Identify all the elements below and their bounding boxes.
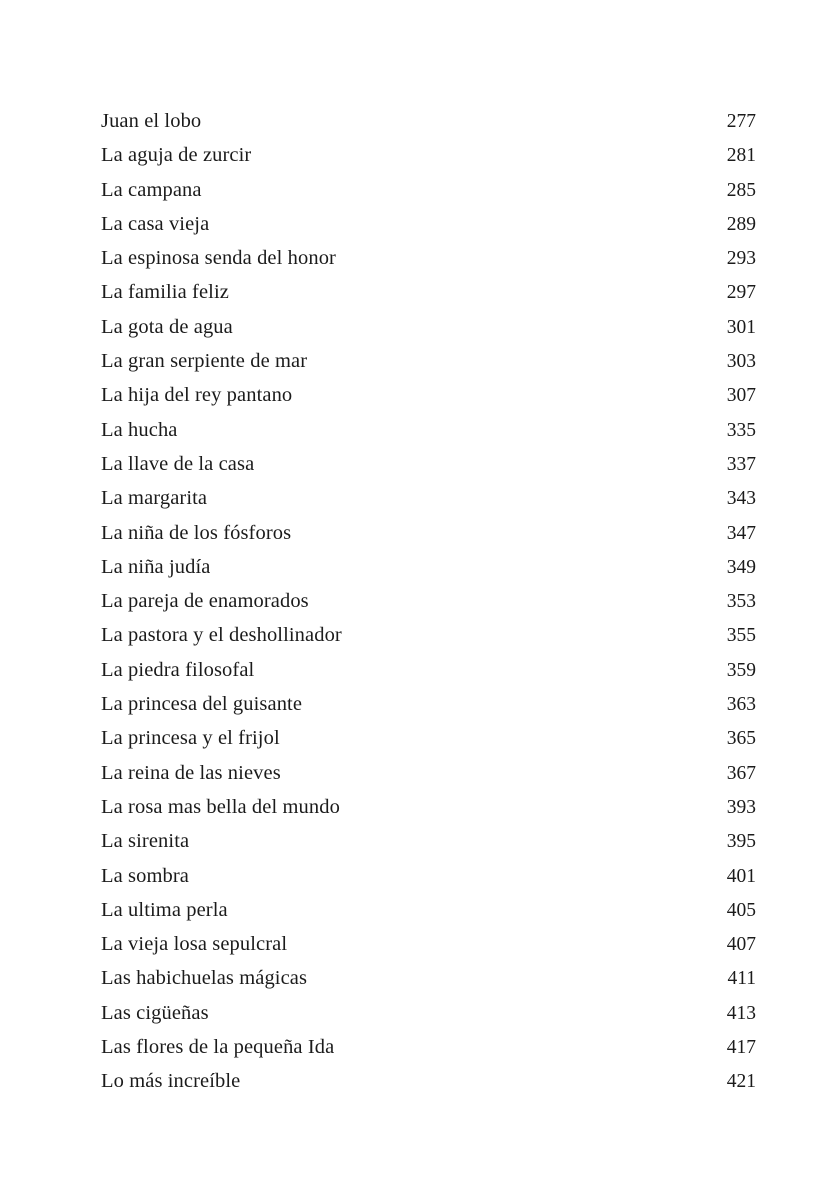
toc-entry-title: La gota de agua [101, 315, 233, 338]
toc-entry-page-number: 285 [726, 179, 756, 201]
toc-entry[interactable] [101, 550, 756, 584]
toc-entry-title: La niña judía [101, 555, 211, 578]
toc-entry-title: Lo más increíble [101, 1070, 241, 1093]
toc-entry[interactable] [101, 996, 756, 1030]
toc-entry-page-number: 395 [726, 831, 756, 853]
toc-entry-page-number: 353 [726, 591, 756, 613]
toc-entry-title: Las habichuelas mágicas [101, 967, 308, 990]
toc-entry-page-number: 355 [726, 625, 756, 647]
toc-entry-page-number: 405 [726, 899, 756, 921]
toc-entry[interactable] [101, 961, 756, 995]
toc-entry[interactable] [101, 824, 756, 858]
toc-entry-title: La espinosa senda del honor [101, 247, 336, 270]
toc-entry[interactable] [101, 893, 756, 927]
toc-entry-title: La llave de la casa [101, 452, 255, 475]
toc-entry[interactable] [101, 378, 756, 412]
toc-entry[interactable] [101, 653, 756, 687]
toc-entry[interactable] [101, 241, 756, 275]
toc-entry-page-number: 365 [726, 728, 756, 750]
toc-entry-page-number: 343 [726, 488, 756, 510]
toc-entry[interactable] [101, 173, 756, 207]
toc-entry-page-number: 401 [726, 865, 756, 887]
toc-entry-page-number: 337 [726, 453, 756, 475]
toc-entry-title: La niña de los fósforos [101, 521, 292, 544]
toc-entry-page-number: 363 [726, 694, 756, 716]
toc-entry-page-number: 349 [726, 556, 756, 578]
toc-entry-title: La campana [101, 178, 202, 201]
toc-entry-page-number: 393 [726, 796, 756, 818]
toc-entry-title: La princesa del guisante [101, 693, 303, 716]
toc-entry[interactable] [101, 584, 756, 618]
toc-entry-page-number: 417 [726, 1037, 756, 1059]
toc-entry-page-number: 407 [726, 934, 756, 956]
toc-entry[interactable] [101, 516, 756, 550]
toc-entry[interactable] [101, 859, 756, 893]
toc-entry-page-number: 301 [726, 316, 756, 338]
toc-entry[interactable] [101, 790, 756, 824]
toc-entry-title: La ultima perla [101, 898, 228, 921]
toc-entry-title: La reina de las nieves [101, 761, 281, 784]
toc-entry-page-number: 303 [726, 351, 756, 373]
toc-entry-title: La familia feliz [101, 281, 229, 304]
toc-entry-title: Las cigüeñas [101, 1001, 209, 1024]
toc-entry-page-number: 347 [726, 522, 756, 544]
table-of-contents-list [101, 104, 756, 1099]
toc-entry-title: Juan el lobo [101, 110, 202, 132]
toc-entry-title: La casa vieja [101, 212, 210, 235]
toc-entry-title: La vieja losa sepulcral [101, 933, 288, 956]
toc-entry-title: La pastora y el deshollinador [101, 624, 342, 647]
toc-entry[interactable] [101, 275, 756, 309]
toc-entry[interactable] [101, 1030, 756, 1064]
toc-entry-page-number: 307 [726, 385, 756, 407]
toc-entry-title: La hija del rey pantano [101, 384, 293, 407]
toc-entry[interactable] [101, 104, 756, 138]
toc-entry-page-number: 367 [726, 762, 756, 784]
toc-entry-title: La sombra [101, 864, 189, 887]
toc-entry[interactable] [101, 618, 756, 652]
toc-entry-page-number: 289 [726, 213, 756, 235]
toc-entry-title: La piedra filosofal [101, 658, 255, 681]
toc-entry-page-number: 297 [726, 282, 756, 304]
toc-entry-title: La rosa mas bella del mundo [101, 795, 340, 818]
toc-entry-page-number: 359 [726, 659, 756, 681]
toc-entry-title: La aguja de zurcir [101, 144, 252, 167]
toc-entry-page-number: 281 [726, 145, 756, 167]
toc-entry[interactable] [101, 207, 756, 241]
toc-entry-title: La gran serpiente de mar [101, 350, 308, 373]
toc-entry[interactable] [101, 344, 756, 378]
toc-entry[interactable] [101, 138, 756, 172]
toc-entry-page-number: 411 [727, 968, 756, 990]
toc-entry[interactable] [101, 310, 756, 344]
toc-entry[interactable] [101, 756, 756, 790]
toc-entry[interactable] [101, 1064, 756, 1098]
toc-entry[interactable] [101, 687, 756, 721]
toc-entry-title: La princesa y el frijol [101, 727, 280, 750]
toc-entry-page-number: 277 [726, 111, 756, 132]
toc-entry[interactable] [101, 721, 756, 755]
toc-entry-page-number: 293 [726, 248, 756, 270]
toc-entry-page-number: 335 [726, 419, 756, 441]
toc-entry-title: La sirenita [101, 830, 190, 853]
toc-entry-title: La margarita [101, 487, 208, 510]
toc-entry-page-number: 421 [726, 1071, 756, 1093]
toc-entry[interactable] [101, 927, 756, 961]
toc-entry-page-number: 413 [726, 1002, 756, 1024]
toc-entry[interactable] [101, 481, 756, 515]
toc-entry-title: La pareja de enamorados [101, 590, 309, 613]
toc-entry[interactable] [101, 447, 756, 481]
toc-entry[interactable] [101, 413, 756, 447]
toc-entry-title: La hucha [101, 418, 178, 441]
toc-entry-title: Las flores de la pequeña Ida [101, 1036, 335, 1059]
